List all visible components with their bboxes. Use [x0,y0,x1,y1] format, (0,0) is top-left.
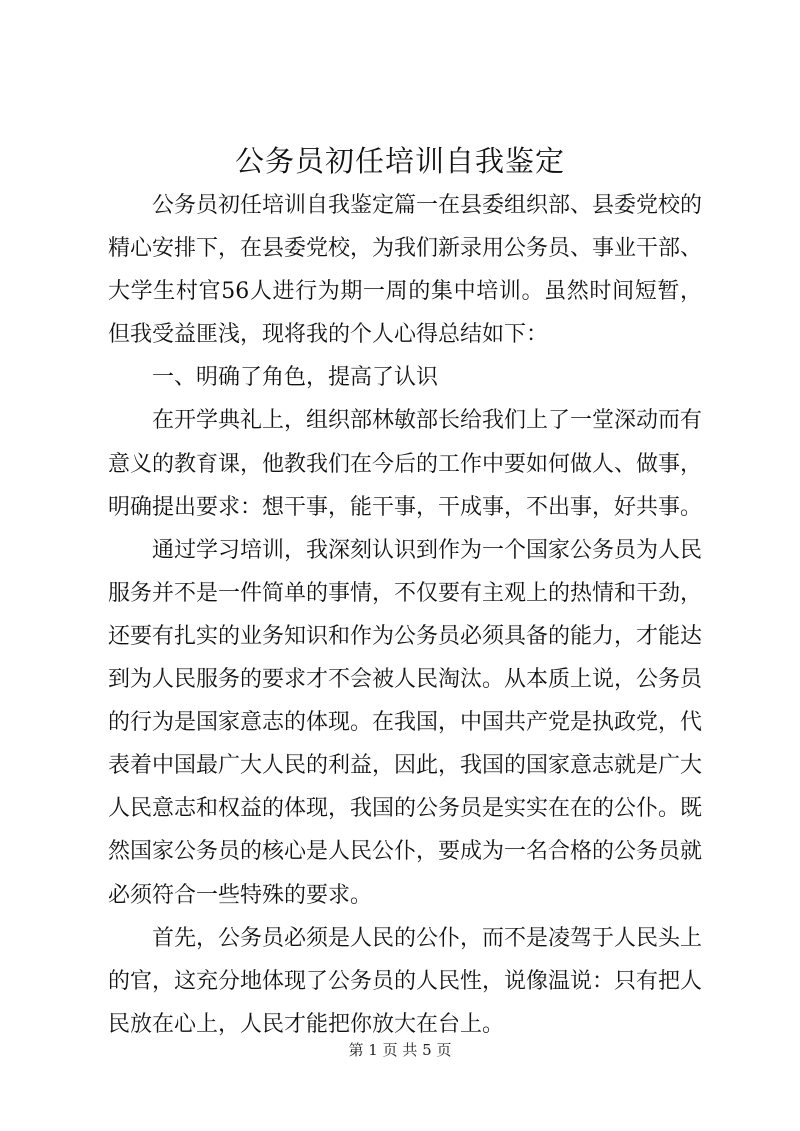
paragraph-training-reflection: 通过学习培训，我深刻认识到作为一个国家公务员为人民服务并不是一件简单的事情，不仅要有主观上的热情和干劲，还要有扎实的业务知识和作为公务员必须具备的能力，才能达到为人民服务的要求才不会被人民淘汰。从本质上说，公务员的行为是国家意志的体现。在我国，中国共产党是执政党，代表着中国最广大人民的利益，因此，我国的国家意志就是广大人民意志和权益的体现，我国的公务员是实实在在的公仆。既然国家公务员的核心是人民公仆，要成为一名合格的公务员就必须符合一些特殊的要求。 [108,537,703,908]
paragraph-opening-ceremony: 在开学典礼上，组织部林敏部长给我们上了一堂深动而有意义的教育课，他教我们在今后的工作中要如何做人、做事，明确提出要求：想干事，能干事，干成事，不出事，好共事。 [108,408,703,520]
document-title: 公务员初任培训自我鉴定 [234,144,565,178]
document-body [108,184,702,1046]
paragraph-public-servant: 首先，公务员必须是人民的公仆，而不是凌驾于人民头上的官，这充分地体现了公务员的人民性，说像温说：只有把人民放在心上，人民才能把你放大在台上。 [108,925,703,1037]
page-number-footer: 第 1 页 共 5 页 [348,1041,452,1059]
section-heading: 一、明确了角色，提高了认识 [152,365,439,391]
paragraph-intro: 公务员初任培训自我鉴定篇一在县委组织部、县委党校的精心安排下，在县委党校，为我们新录用公务员、事业干部、大学生村官56人进行为期一周的集中培训。虽然时间短暂，但我受益匪浅，现将我的个人心得总结如下： [108,193,703,348]
